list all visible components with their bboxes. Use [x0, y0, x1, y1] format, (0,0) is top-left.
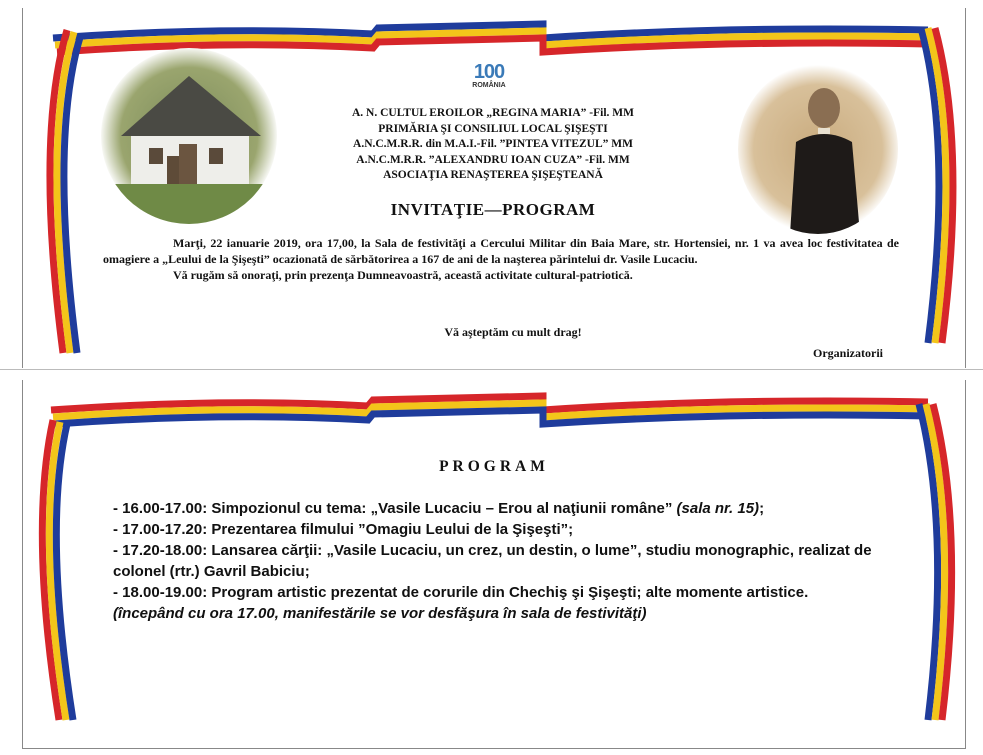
house-photo: [101, 48, 277, 224]
program-item: - 17.00-17.20: Prezentarea filmului ”Omagiu Leului de la Şişeşti”;: [113, 521, 574, 538]
organizer-line: PRIMĂRIA ŞI CONSILIUL LOCAL ŞIŞEŞTI: [378, 122, 608, 135]
invitation-card: [22, 8, 966, 368]
organizers-list: [263, 106, 723, 184]
program-item: [113, 498, 903, 519]
invitation-body: [103, 235, 899, 283]
program-note: (începând cu ora 17.00, manifestările se vor desfăşura în sala de festivităţi): [113, 605, 647, 622]
program-item-text: - 16.00-17.00: Simpozionul cu tema: „Vasile Lucaciu – Erou al naţiunii române”: [113, 500, 673, 517]
logo-text: ROMÂNIA: [472, 82, 506, 89]
program-item: - 18.00-19.00: Program artistic prezentat de corurile din Chechiş şi Şişeşti; alte momente artistice.: [113, 584, 809, 601]
organizer-line: A.N.C.M.R.R. ”ALEXANDRU IOAN CUZA” -Fil. MM: [356, 153, 630, 166]
centenary-logo: [459, 62, 519, 90]
logo-number: 100: [473, 61, 505, 83]
program-item: - 17.20-18.00: Lansarea cărţii: „Vasile Lucaciu, un crez, un destin, o lume”, studiu monographic, realizat de colonel (rtr.) Gavril Babiciu;: [113, 542, 872, 580]
priest-portrait-illustration: [738, 64, 898, 234]
program-title: PROGRAM: [439, 458, 549, 475]
organizer-line: A.N.C.M.R.R. din M.A.I.-Fil. ”PINTEA VITEZUL” MM: [353, 138, 633, 150]
program-card: [22, 380, 966, 749]
invitation-paragraph: Marţi, 22 ianuarie 2019, ora 17,00, la Sala de festivităţi a Cercului Militar din Baia Mare, str. Hortensiei, nr. 1 va avea loc festivitatea de omagiere a „Leului de la Şişeşti” ocazionată de sărbătorirea a 167 de ani de la naşterea părintelui dr. Vasile Lucaciu.: [103, 236, 899, 266]
card-divider: [0, 369, 983, 370]
portrait-photo: [738, 64, 898, 234]
organizer-line: A. N. CULTUL EROILOR „REGINA MARIA” -Fil. MM: [352, 107, 634, 119]
program-item-end: ;: [759, 500, 765, 517]
invitation-signature: Organizatorii: [813, 346, 883, 360]
wooden-house-illustration: [101, 48, 277, 224]
invitation-paragraph: Vă rugăm să onoraţi, prin prezenţa Dumneavoastră, această activitate cultural-patriotică.: [173, 268, 633, 282]
program-list: [113, 498, 903, 624]
organizer-line: ASOCIAŢIA RENAŞTEREA ŞIŞEŞTEANĂ: [383, 169, 603, 181]
invitation-closing: Vă aşteptăm cu mult drag!: [444, 325, 582, 339]
program-item-note: (sala nr. 15): [672, 500, 760, 517]
invitation-title: INVITAŢIE—PROGRAM: [390, 200, 596, 219]
